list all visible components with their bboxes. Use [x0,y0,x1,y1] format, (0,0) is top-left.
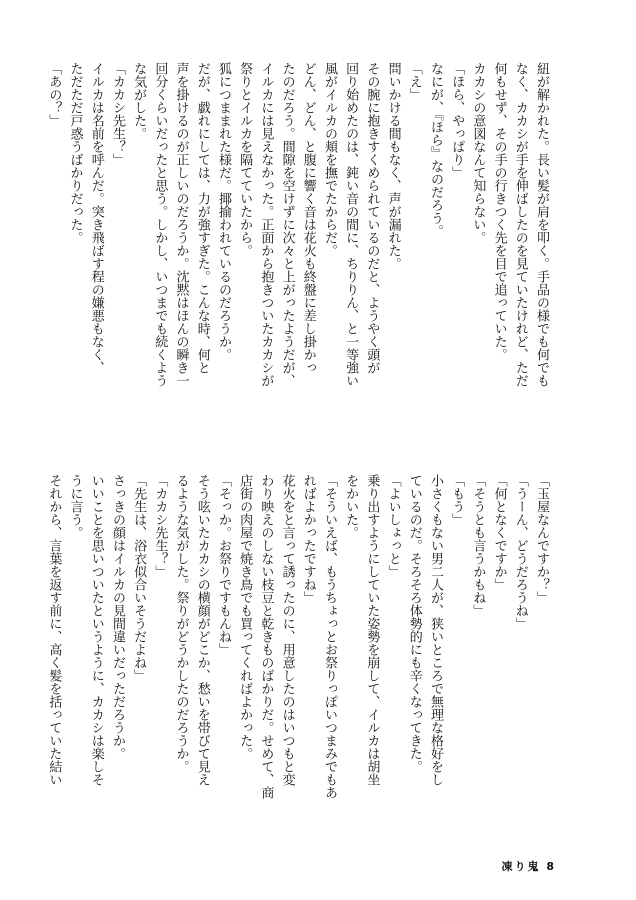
text-line: イルカは名前を呼んだ。突き飛ばす程の嫌悪もなく、 [88,62,104,374]
text-line: いいことを思いついたというように、カカシは楽しそ [88,474,104,786]
text-line: 「そういえば、もうちょっとお祭りっぽいつまみでもあ [321,474,337,799]
text-line: 花火をと言って誘ったのに、用意したのはいつもと変 [279,474,295,786]
text-line: 乗り出すようにしていた姿勢を崩して、イルカは胡坐 [364,474,380,786]
text-line: 「何となくですか」 [491,474,507,591]
text-line: 「うーん、どうだろうね」 [512,474,528,630]
text-line: イルカには見えなかった。正面から抱きついたカカシが [258,62,274,387]
text-line: 「玉屋なんですか？」 [534,474,549,604]
text-line: るような気がした。祭りがどうかしたのだろうか。 [173,474,189,773]
text-line: 風がイルカの頬を撫でたからだ。 [321,62,337,257]
text-line: をかいた。 [343,474,359,539]
text-line: うに言う。 [67,474,83,539]
text-block-lower [0,474,552,852]
text-line: 「そうとも言うかもね」 [470,474,486,617]
text-line: 回分くらいだったと思う。しかし、いつまでも続くよう [152,62,168,387]
text-line: ただただ戸惑うばかりだった。 [67,62,83,244]
text-line: 「先生は、浴衣似合いそうだよね」 [131,474,147,682]
text-line: だが、戯れにしては、力が強すぎた。こんな時、何と [194,62,210,374]
text-line: どん、どん、と腹に響く音は花火も終盤に差し掛かっ [300,62,316,374]
text-line: 紐が解かれた。長い髪が肩を叩く。手品の様でも何でも [534,62,549,387]
text-line: 「カカシ先生？」 [109,62,125,166]
text-line: 何もせず、その手の行きつく先を目で追っていた。 [491,62,507,361]
page-footer [502,858,557,874]
text-line: わり映えのしない枝豆と乾きものばかりだ。せめて、商 [258,474,274,799]
text-line: なにが、『ほら』なのだろう。 [427,62,443,238]
text-line: 問いかける間もなく、声が漏れた。 [385,62,401,270]
text-line: 「そっか。お祭りですもんね」 [215,474,231,656]
page-number: 8 [546,860,556,873]
text-line: 声を掛けるのが正しいのだろうか。沈黙はほんの瞬き一 [173,62,189,387]
text-line: それから、言葉を返す前に、高く髪を括っていた結い [46,474,62,786]
text-line: そう呟いたカカシの横顔がどこか、愁いを帯びて見え [194,474,210,786]
text-line: 「あの？」 [46,62,62,127]
text-line: その腕に抱きすくめられているのだと、ようやく頭が [364,62,380,374]
text-line: ればよかったですね」 [300,474,316,604]
text-line: たのだろう。間隙を空けずに次々と上がったようだが、 [279,62,295,387]
text-line: なく、カカシが手を伸ばしたのを見ていたけれど、ただ [512,62,528,387]
text-line: 小さくもない男二人が、狭いところで無理な格好をし [427,474,443,786]
book-title: 凍り鬼 [501,860,541,873]
text-line: 「もう」 [449,474,465,526]
text-line: な気がした。 [131,62,147,140]
text-line: 回り始めたのは、鈍い音の間に、ちりりん、と一等強い [343,62,359,387]
text-line: さっきの顔はイルカの見間違いだっただろうか。 [109,474,125,760]
text-line: 店街の肉屋で焼き鳥でも買ってくればよかった。 [237,474,253,760]
text-block-upper [0,62,552,440]
text-line: 「よいしょっと」 [385,474,401,578]
text-line: 「ほら、やっぱり」 [449,62,465,179]
text-line: ているのだ。そろそろ体勢的にも辛くなってきた。 [406,474,422,773]
text-line: 祭りとイルカを隔てていたから。 [237,62,253,257]
text-line: 「え」 [406,62,422,101]
text-line: カカシの意図なんて知らない。 [470,62,486,244]
text-line: 「カカシ先生？」 [152,474,168,578]
text-line: 狐につままれた様だ。揶揄われているのだろうか。 [215,62,231,361]
